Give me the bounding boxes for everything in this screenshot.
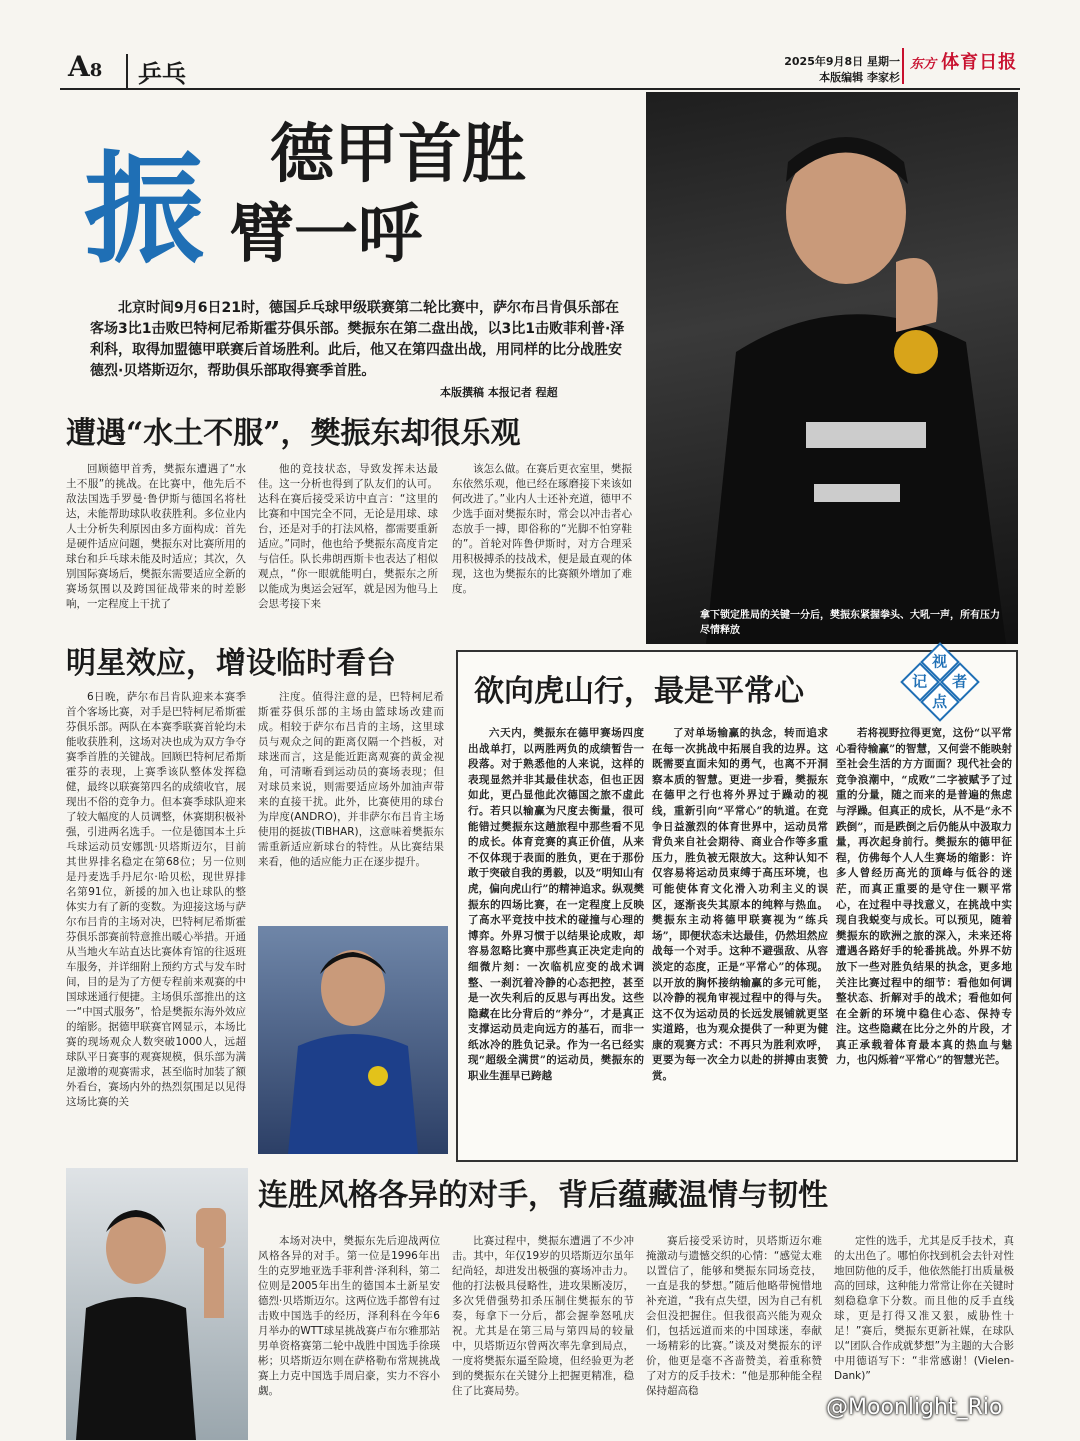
- stamp-char: 记: [900, 662, 940, 702]
- headline-big-char: 振: [84, 139, 204, 280]
- commentary-col3: 若将视野拉得更宽，这份“以平常心看待输赢”的智慧，又何尝不能映射至社会生活的方方面面？现代社会的竞争浪潮中，“成败”二字被赋予了过重的分量，随之而来的是普遍的焦虑与浮躁。但真正的成长，从不是“永不跌倒”，而是跌倒之后仍能从中汲取力量，再次起身前行。樊振东的德甲征程，仿佛每个人人生赛场的缩影：许多人曾经历高光的顶峰与低谷的迷茫，而真正重要的是守住一颗平常心，在过程中寻找意义，在挑战中实现自我蜕变与成长。可以预见，随着樊振东的欧洲之旅的深入，未来还将遭遇各路好手的轮番挑战。外界不妨放下一些对胜负结果的执念，更多地关注比赛过程中的细节：看他如何调整状态、折解对手的战术；看他如何在全新的环境中稳住心态、保持专注。这些隐藏在比分之外的片段，才真正承载着体育最本真的热血与魅力，也闪烁着“平常心”的智慧光芒。: [836, 727, 1012, 1067]
- section3-col3: 赛后接受采访时，贝塔斯迈尔难掩激动与遗憾交织的心情：“感觉太难以置信了，能够和樊振东同场竞技，一直是我的梦想。”随后他略带惋惜地补充道，“我有点失望，因为自己有机会但没把握住。但我很高兴能为观众们，包括远道而来的中国球迷，奉献一场精彩的比赛。”谈及对樊振东的评价，他更是毫不吝啬赞美，着重称赞了对方的反手技术：“他是那种能全程保持超高稳: [646, 1235, 822, 1397]
- stamp-char: 点: [920, 682, 960, 722]
- editor-credit: 本版编辑 李家杉: [819, 71, 900, 84]
- issue-date: 2025年9月8日 星期一: [784, 55, 900, 68]
- headline-line1: 德甲首胜: [270, 117, 526, 192]
- stamp-char: 者: [940, 662, 980, 702]
- section3-title: 连胜风格各异的对手，背后蕴藏温情与韧性: [258, 1178, 828, 1213]
- byline: 本版撰稿 本报记者 程超: [440, 386, 558, 399]
- thumbs-up-image: [66, 1168, 248, 1440]
- section1-col2: 他的竞技状态，导致发挥未达最佳。这一分析也得到了队友们的认可。达科在赛后接受采访中直言：“这里的比赛和中国完全不同，无论是用球、球台，还是对手的打法风格，都需要重新适应。”同时，他也给予樊振东高度肯定与信任。队长弗朗西斯卡也表达了相似观点，“你一眼就能明白，樊振东之所以能成为奥运会冠军，就是因为他马上会思考接下来: [258, 463, 438, 610]
- section-label: 乒乓: [126, 54, 186, 89]
- masthead-name: 体育日报: [941, 52, 1018, 73]
- section2-col2: 注度。值得注意的是，巴特柯尼希斯霍芬俱乐部的主场由篮球场改建而成。相较于萨尔布吕肯的主场，这里球员与观众之间的距离仅隔一个挡板，对球迷而言，这是能近距离观赛的黄金视角，可清晰看到运动员的赛场表现；但对球员来说，则需要适应场外加油声带来的直接干扰。此外，比赛使用的球台为岸度(ANDRO)，并非萨尔布吕肯主场使用的挺拔(TIBHAR)，这意味着樊振东需重新适应新球台的特性。从比赛结果来看，他的适应能力正在逐步提升。: [258, 691, 444, 868]
- player-celebrating-image: [646, 92, 1018, 644]
- stamp-char: 视: [920, 642, 960, 682]
- section1-col1: 回顾德甲首秀，樊振东遭遇了“水土不服”的挑战。在比赛中，他先后不敌法国选手罗曼·鲁伊斯与德国名将杜达，未能帮助球队收获胜利。多位业内人士分析失利原因由多方面构成：首先是硬件适应问题，樊振东对比赛所用的球台和乒乓球未能及时适应；其次，久别国际赛场后，樊振东需要适应全新的赛场氛围以及跨国征战带来的时差影响，一定程度上干扰了: [66, 463, 246, 610]
- commentary-col1: 六天内，樊振东在德甲赛场四度出战单打，以两胜两负的成绩暂告一段落。对于熟悉他的人来说，这样的表现显然并非其最佳状态，但也正因如此，更凸显他此次德国之旅不虚此行。若只以输赢为尺度去衡量，很可能错过樊振东这趟旅程中那些看不见的成长。体育竞赛的真正价值，从来不仅体现于表面的胜负，更在于那份敢于突破自我的勇毅，以及“明知山有虎，偏向虎山行”的精神追求。纵观樊振东的四场比赛，在一定程度上反映了高水平竞技中技术的碰撞与心理的博弈。外界习惯于以结果论成败，却容易忽略比赛中那些真正决定走向的细微片刻：一次临机应变的战术调整、一刹沉着冷静的心态把控，甚至是一次失利后的反思与再出发。这些隐藏在比分背后的“养分”，才是真正支撑运动员走向远方的基石，而非一纸冰冷的胜负记录。作为一名已经实现“超级全满贯”的运动员，樊振东的职业生涯早已跨越: [468, 727, 644, 1083]
- page-number: A8: [68, 50, 103, 83]
- reporter-view-stamp: [900, 646, 980, 710]
- section1-title: 遭遇“水土不服”，樊振东却很乐观: [66, 416, 521, 451]
- section2-col1: 6日晚，萨尔布吕肯队迎来本赛季首个客场比赛，对手是巴特柯尼希斯霍芬俱乐部。两队在本赛季联赛首轮均未能收获胜利，这场对决也成为双方争夺赛季首胜的关键战。回顾巴特柯尼希斯霍芬的表现，上赛季该队整体发挥稳健，最终以联赛第四名的成绩收官，展现出不俗的竞争力。但本赛季球队迎来了较大幅度的人员调整，休赛期积极补强，引进两名选手。一位是德国本土乒乓球运动员安娜凯·贝塔斯迈尔，目前其世界排名稳定在第68位；另一位则是丹麦选手丹尼尔·哈贝松，现世界排名第91位，新援的加入也让球队的整体实力有了新的变数。为迎接这场与萨尔布吕肯的主场对决，巴特柯尼希斯霍芬俱乐部赛前特意推出暖心举措。开通从当地火车站直达比赛体育馆的往返班车服务，并详细附上预约方式与发车时间，目的是为了方便专程前来观赛的中国球迷通行便捷。主场俱乐部推出的这一“中国式服务”，恰是樊振东海外效应的缩影。据德甲联赛官网显示，本场比赛的现场观众人数突破1000人，远超球队平日赛事的观赛规模，俱乐部为满足激增的观赛需求，甚至临时加装了额外看台，赛场内外的热烈氛围足以见得这场比赛的关: [66, 691, 246, 1108]
- player-thumbs-up-photo: [66, 1168, 248, 1440]
- section3-col4: 定性的选手，尤其是反手技术，真的太出色了。哪怕你找到机会去针对性地回防他的反手，他依然能打出质量极高的回球，这种能力常常让你在关键时刻稳稳拿下分数。而且他的反手直线球，更是打得又准又狠，威胁性十足！”赛后，樊振东更新社媒，在球队以“团队合作成就梦想”为主题的大合影中用德语写下：“非常感谢！(Vielen-Dank)”: [834, 1235, 1014, 1382]
- section3-col1: 本场对决中，樊振东先后迎战两位风格各异的对手。第一位是1996年出生的克罗地亚选手菲利普·泽利科，第二位则是2005年出生的德国本土新星安德烈·贝塔斯迈尔。这两位选手都曾有过击败中国选手的经历，泽利科在今年6月举办的WTT球星挑战赛卢布尔雅那站男单资格赛第二轮中战胜中国选手徐瑛彬；贝塔斯迈尔则在萨格勒布常规挑战赛上力克中国选手周启豪，实力不容小觑。: [258, 1235, 440, 1397]
- section3-col2: 比赛过程中，樊振东遭遇了不少冲击。其中，年仅19岁的贝塔斯迈尔虽年纪尚轻，却进发出极强的赛场冲击力。他的打法极具侵略性，进攻果断凌厉，多次凭借强势扣杀压制住樊振东的节奏，每拿下一分后，都会握拳怒吼庆祝。尤其是在第三局与第四局的较量中，贝塔斯迈尔曾两次率先拿到局点，一度将樊振东逼至险境，但经验更为老到的樊振东在关键分上把握更精准，稳住了比赛局势。: [452, 1235, 634, 1397]
- hero-photo: [646, 92, 1018, 644]
- commentary-title: 欲向虎山行，最是平常心: [474, 674, 804, 709]
- player-blue-jersey-photo: [258, 926, 448, 1154]
- player-image: [258, 926, 448, 1154]
- hero-caption: 拿下锁定胜局的关键一分后，樊振东紧握拳头、大吼一声，所有压力尽情释放: [700, 610, 1000, 636]
- section1-col3: 该怎么做。在赛后更衣室里，樊振东依然乐观，他已经在琢磨接下来该如何改进了。”业内人士还补充道，德甲不少选手面对樊振东时，常会以冲击者心态放手一搏，即俗称的“光脚不怕穿鞋的”。首轮对阵鲁伊斯时，对方合理采用积极搏杀的技战术，便是最直观的体现，这也为樊振东的比赛额外增加了难度。: [452, 463, 632, 595]
- commentary-col2: 了对单场输赢的执念，转而追求在每一次挑战中拓展自我的边界。这既需要直面未知的勇气，也离不开洞察本质的智慧。更进一步看，樊振东在德甲之行也将外界过于躁动的视线，重新引向“平常心”的轨道。在竞争日益激烈的体育世界中，运动员常背负来自社会期待、商业合作等多重压力，胜负被无限放大。这种认知不仅容易将运动员束缚于高压环境，也可能使体育文化滑入功利主义的误区，逐渐丧失其原本的纯粹与热血。樊振东主动将德甲联赛视为“练兵场”，即便状态未达最佳，仍然坦然应战每一个对手。这种不避强敌、从容淡定的态度，正是“平常心”的体现。以开放的胸怀接纳输赢的多元可能，以冷静的视角审视过程中的得与失。这不仅为运动员的长远发展铺就更坚实道路，也为观众提供了一种更为健康的观赛方式：不再只为胜利欢呼，更要为每一次全力以赴的拼搏由衷赞赏。: [652, 727, 828, 1083]
- masthead-brand: 东方: [910, 57, 937, 72]
- header-rule: [60, 88, 1020, 90]
- dateline: [770, 54, 900, 86]
- section2-title: 明星效应，增设临时看台: [66, 646, 396, 681]
- masthead-logo: [902, 48, 1022, 84]
- lede-paragraph: 北京时间9月6日21时，德国乒乓球甲级联赛第二轮比赛中，萨尔布吕肯俱乐部在客场3比1击败巴特柯尼希斯霍芬俱乐部。樊振东在第二盘出战，以3比1击败菲利普·泽利科，取得加盟德甲联赛后首场胜利。此后，他又在第四盘出战，用同样的比分战胜安德烈·贝塔斯迈尔，帮助俱乐部取得赛季首胜。: [90, 300, 625, 379]
- watermark: @Moonlight_Rio: [826, 1395, 1003, 1420]
- headline-line2: 臂一呼: [230, 197, 422, 272]
